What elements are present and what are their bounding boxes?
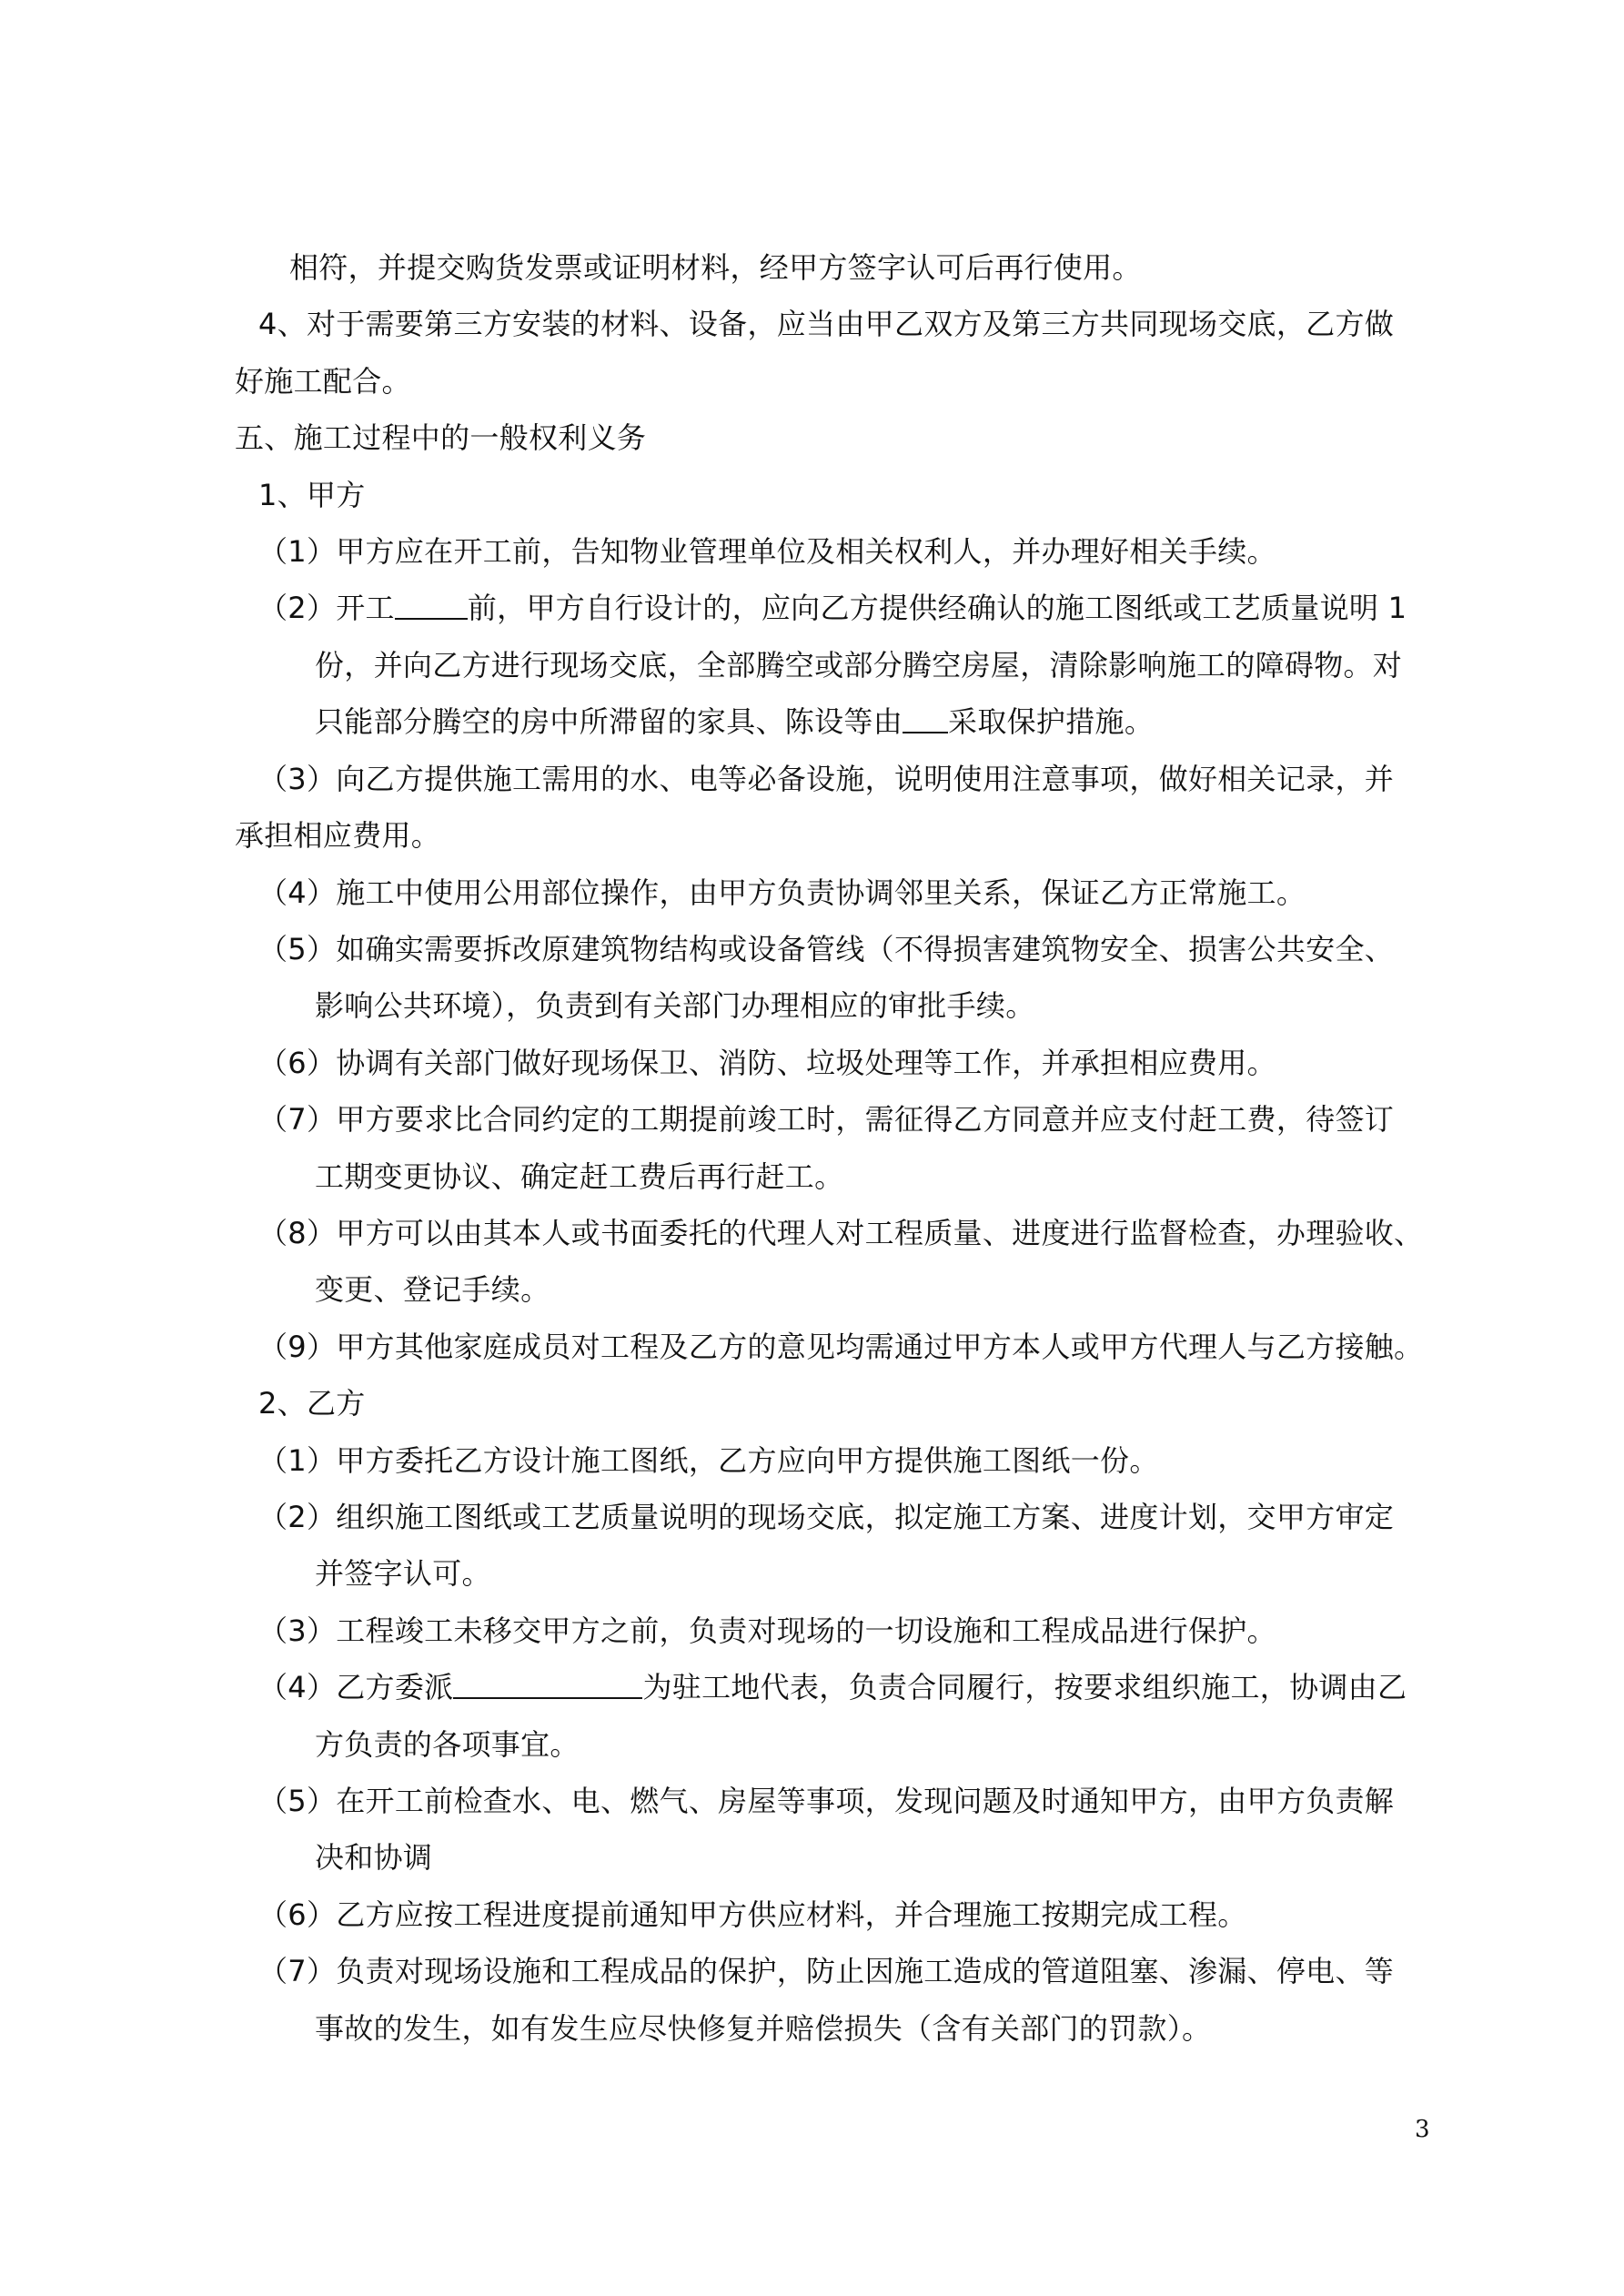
party-a-item-2-continuation-2 bbox=[315, 693, 1154, 751]
party-b-item-4 bbox=[258, 1658, 1407, 1716]
clause-4-continuation: 好施工配合。 bbox=[235, 364, 411, 399]
clause-material-continuation: 相符，并提交购货发票或证明材料，经甲方签字认可后再行使用。 bbox=[289, 250, 1142, 285]
party-a-item-2-text-start: （2）开工 bbox=[258, 591, 395, 625]
party-a-item-6: （6）协调有关部门做好现场保卫、消防、垃圾处理等工作，并承担相应费用。 bbox=[258, 1046, 1276, 1080]
party-a-item-3: （3）向乙方提供施工需用的水、电等必备设施，说明使用注意事项，做好相关记录，并 bbox=[258, 762, 1395, 796]
party-b-item-7-continuation: 事故的发生，如有发生应尽快修复并赔偿损失（含有关部门的罚款）。 bbox=[315, 2011, 1212, 2046]
party-a-item-8: （8）甲方可以由其本人或书面委托的代理人对工程质量、进度进行监督检查，办理验收、 bbox=[258, 1216, 1424, 1250]
party-a-item-7-continuation: 工期变更协议、确定赶工费后再行赶工。 bbox=[315, 1159, 844, 1194]
party-b-heading: 2、乙方 bbox=[258, 1386, 366, 1421]
party-b-item-2-continuation: 并签字认可。 bbox=[315, 1556, 491, 1591]
clause-4-third-party-install: 4、对于需要第三方安装的材料、设备，应当由甲乙双方及第三方共同现场交底，乙方做 bbox=[258, 307, 1395, 341]
site-representative-blank bbox=[453, 1668, 642, 1699]
party-b-item-6: （6）乙方应按工程进度提前通知甲方供应材料，并合理施工按期完成工程。 bbox=[258, 1897, 1247, 1932]
party-b-item-5-continuation: 决和协调 bbox=[315, 1840, 433, 1875]
party-b-item-1: （1）甲方委托乙方设计施工图纸，乙方应向甲方提供施工图纸一份。 bbox=[258, 1443, 1159, 1478]
party-a-heading: 1、甲方 bbox=[258, 478, 366, 512]
party-a-item-8-continuation: 变更、登记手续。 bbox=[315, 1272, 550, 1307]
party-a-item-2-cont2-start: 只能部分腾空的房中所滞留的家具、陈设等由 bbox=[315, 704, 903, 739]
party-b-item-4-text-end: 为驻工地代表，负责合同履行，按要求组织施工，协调由乙 bbox=[642, 1670, 1407, 1704]
section-5-heading: 五、施工过程中的一般权利义务 bbox=[235, 420, 647, 455]
party-a-item-2-text-end: 前，甲方自行设计的，应向乙方提供经确认的施工图纸或工艺质量说明 1 bbox=[467, 591, 1407, 625]
party-b-item-4-continuation: 方负责的各项事宜。 bbox=[315, 1727, 580, 1762]
party-a-item-1: （1）甲方应在开工前，告知物业管理单位及相关权利人，并办理好相关手续。 bbox=[258, 534, 1276, 569]
party-a-item-2 bbox=[258, 579, 1407, 637]
party-a-item-2-cont2-end: 采取保护措施。 bbox=[948, 704, 1155, 739]
party-b-item-4-text-start: （4）乙方委派 bbox=[258, 1670, 454, 1704]
party-b-item-2: （2）组织施工图纸或工艺质量说明的现场交底，拟定施工方案、进度计划，交甲方审定 bbox=[258, 1500, 1395, 1534]
party-a-item-7: （7）甲方要求比合同约定的工期提前竣工时，需征得乙方同意并应支付赶工费，待签订 bbox=[258, 1102, 1395, 1137]
party-b-item-3: （3）工程竣工未移交甲方之前，负责对现场的一切设施和工程成品进行保护。 bbox=[258, 1613, 1276, 1648]
party-a-item-9: （9）甲方其他家庭成员对工程及乙方的意见均需通过甲方本人或甲方代理人与乙方接触。 bbox=[258, 1330, 1424, 1364]
page-number: 3 bbox=[1415, 2116, 1430, 2143]
party-a-item-3-continuation: 承担相应费用。 bbox=[235, 818, 441, 853]
party-a-item-2-continuation: 份，并向乙方进行现场交底，全部腾空或部分腾空房屋，清除影响施工的障碍物。对 bbox=[315, 648, 1403, 683]
responsible-party-blank bbox=[903, 703, 948, 733]
party-b-item-5: （5）在开工前检查水、电、燃气、房屋等事项，发现问题及时通知甲方，由甲方负责解 bbox=[258, 1784, 1395, 1818]
party-b-item-7: （7）负责对现场设施和工程成品的保护，防止因施工造成的管道阻塞、渗漏、停电、等 bbox=[258, 1954, 1395, 1988]
party-a-item-5: （5）如确实需要拆改原建筑物结构或设备管线（不得损害建筑物安全、损害公共安全、 bbox=[258, 932, 1395, 966]
party-a-item-5-continuation: 影响公共环境），负责到有关部门办理相应的审批手续。 bbox=[315, 988, 1035, 1023]
party-a-item-4: （4）施工中使用公用部位操作，由甲方负责协调邻里关系，保证乙方正常施工。 bbox=[258, 875, 1306, 910]
days-blank bbox=[395, 589, 468, 620]
